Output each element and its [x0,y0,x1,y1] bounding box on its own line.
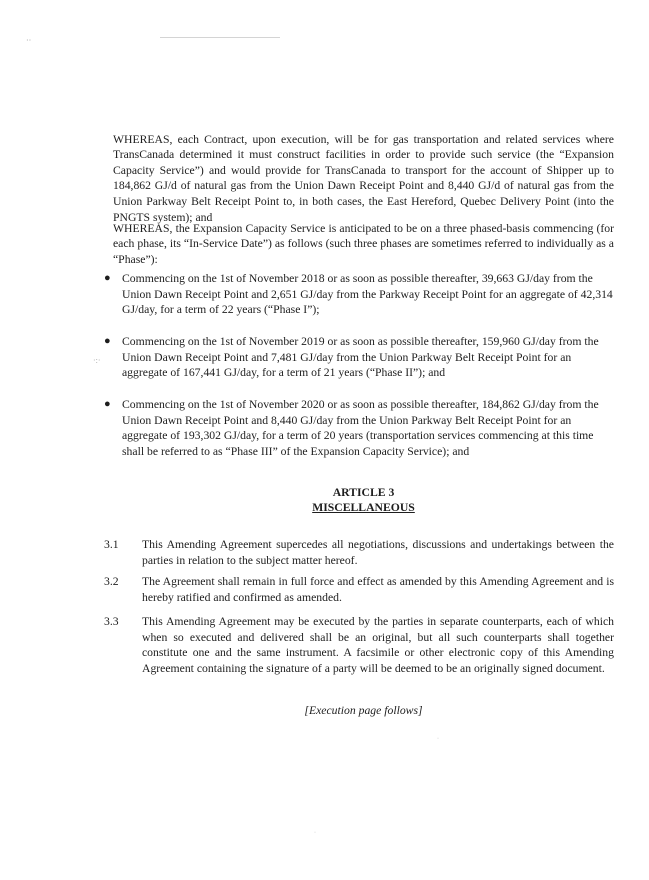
top-rule [160,37,280,38]
clause-number: 3.2 [104,575,119,588]
clause-text: The Agreement shall remain in full force and effect as amended by this Amending Agreement and is hereby ratified and confirmed as amended. [142,575,614,604]
phase-text: Commencing on the 1st of November 2018 or as soon as possible thereafter, 39,663 GJ/day from the Union Dawn Receipt Point and 2,651 GJ/day from the Parkway Receipt Point for an aggregate of 42,314 GJ/day, for a term of 22 years (“Phase I”); [122,272,613,317]
article-subtitle: MISCELLANEOUS [312,501,415,514]
bullet-icon: ● [104,398,111,410]
clause-number: 3.1 [104,538,119,551]
scan-dot: · [314,830,316,836]
clause-number: 3.3 [104,615,119,628]
whereas-paragraph-2: WHEREAS, the Expansion Capacity Service is anticipated to be on a three phased-basis commencing (for each phase, its “In-Service Date”) as follows (such three phases are sometimes referred to individually as a “Phase”): [113,221,614,266]
phase-text: Commencing on the 1st of November 2020 or as soon as possible thereafter, 184,862 GJ/day from the Union Dawn Receipt Point and 8,440 GJ/day from the Union Parkway Belt Receipt Point for an aggregate of 193,302 GJ/day, for a term of 20 years (transportation services commencing at this time shall be referred to as “Phase III” of the Expansion Capacity Service); and [122,398,599,458]
whereas-paragraph-1: WHEREAS, each Contract, upon execution, will be for gas transportation and related services where TransCanada determined it must construct facilities in order to provide such service (the “Expansion Capacity Service”) and would provide for TransCanada to transport for the account of Shipper up to 184,862 GJ/d of natural gas from the Union Dawn Receipt Point and 8,440 GJ/d of natural gas from the Union Parkway Belt Receipt Point to, in both cases, the East Hereford, Quebec Delivery Point (into the PNGTS system); and [113,132,614,224]
bullet-icon: ● [104,335,111,347]
margin-mark: ·:· [93,356,101,365]
phase-text: Commencing on the 1st of November 2019 or as soon as possible thereafter, 159,960 GJ/day from the Union Dawn Receipt Point and 7,481 GJ/day from the Union Parkway Belt Receipt Point for an aggregate of 167,441 GJ/day, for a term of 21 years (“Phase II”); and [122,335,599,380]
scan-mark: ·· [26,36,32,45]
scan-dot: · [437,736,439,742]
bullet-icon: ● [104,272,111,284]
clause-text: This Amending Agreement may be executed by the parties in separate counterparts, each of which when so executed and delivered shall be an original, but all such counterparts shall together constitute one and the same instrument. A facsimile or other electronic copy of this Amending Agreement containing the signature of a party will be deemed to be an originally signed document. [142,615,614,675]
clause-text: This Amending Agreement supercedes all negotiations, discussions and undertakings between the parties in relation to the subject matter hereof. [142,538,614,567]
article-title: ARTICLE 3 [332,486,395,499]
execution-page-note: [Execution page follows] [304,704,423,717]
